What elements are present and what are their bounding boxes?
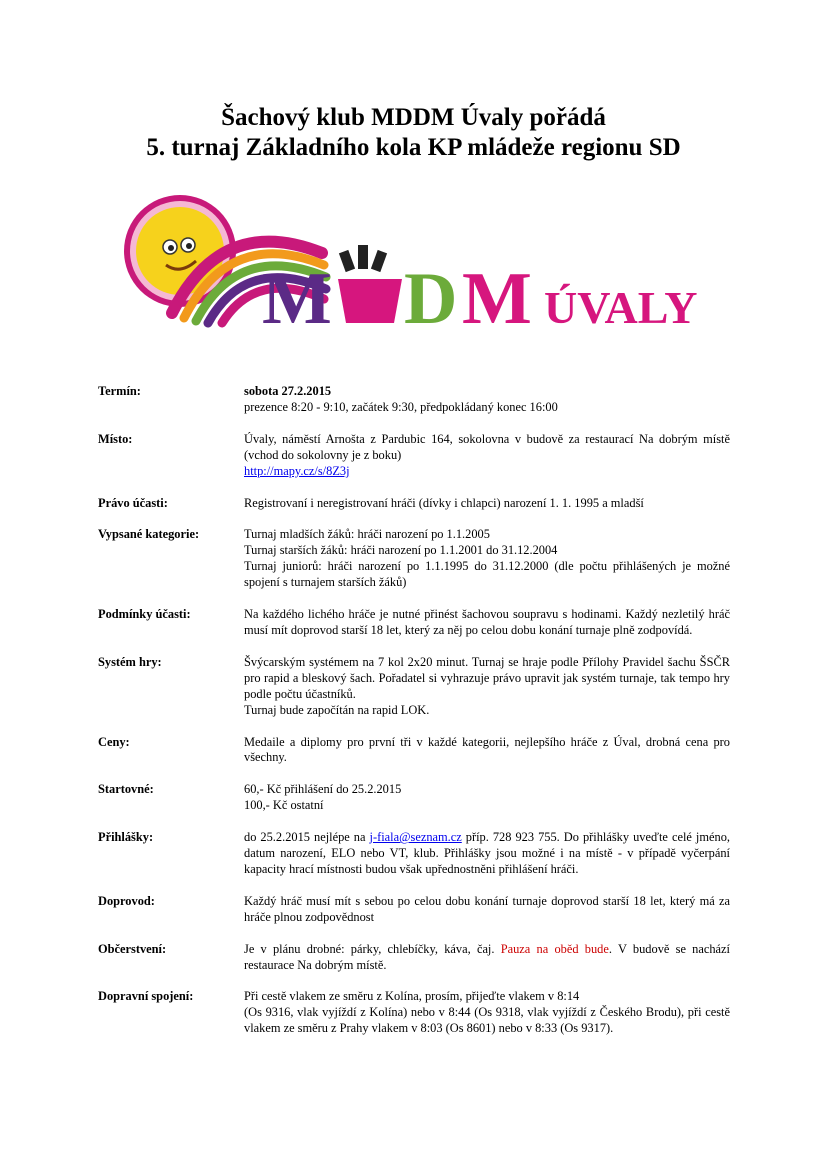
label-kategorie: Vypsané kategorie:	[98, 527, 200, 542]
label-spojeni: Dopravní spojení:	[98, 989, 194, 1004]
termin-times: prezence 8:20 - 9:10, začátek 9:30, předpokládaný konec 16:00	[244, 399, 558, 414]
row-doprovod	[98, 894, 730, 926]
value-startovne	[244, 782, 730, 814]
row-kategorie	[98, 527, 730, 591]
kategorie-mladsi: Turnaj mladších žáků: hráči narození po 1.1.2005	[244, 527, 490, 542]
value-misto	[244, 432, 730, 480]
row-prihlasky	[98, 830, 730, 878]
label-misto: Místo:	[98, 431, 133, 446]
heading-club: Šachový klub MDDM Úvaly pořádá	[221, 104, 606, 131]
value-doprovod: Každý hráč musí mít s sebou po celou dobu konání turnaje doprovod starší 18 let, který má za hráče plnou zodpovědnost	[244, 893, 730, 924]
value-prihlasky	[244, 830, 730, 878]
lunch-break-note: Pauza na oběd bude	[500, 941, 609, 956]
label-doprovod: Doprovod:	[98, 893, 155, 908]
logo-town: ÚVALY	[544, 282, 698, 333]
value-spojeni	[244, 989, 730, 1037]
logo-letter-m: M	[262, 258, 332, 340]
value-termin	[244, 384, 730, 416]
value-podminky: Na každého lichého hráče je nutné přinést šachovou soupravu s hodinami. Každý nezletilý hráč musí mít doprovod starší 18 let, který za něj po celou dobu konání turnaje plně zodpovídá.	[244, 607, 730, 637]
map-link[interactable]: http://mapy.cz/s/8Z3j	[244, 463, 350, 478]
row-ceny	[98, 735, 730, 767]
info-table	[98, 384, 730, 1037]
misto-address: Úvaly, náměstí Arnošta z Pardubic 164, sokolovna v budově za restaurací Na dobrým místě (vchod do sokolovny je z boku)	[244, 431, 730, 462]
row-podminky	[98, 607, 730, 639]
label-termin: Termín:	[98, 384, 141, 398]
label-podminky: Podmínky účasti:	[98, 607, 191, 622]
heading-tournament: 5. turnaj Základního kola KP mládeže regionu SD	[146, 134, 681, 161]
row-misto	[98, 432, 730, 480]
label-system: Systém hry:	[98, 654, 162, 669]
label-prihlasky: Přihlášky:	[98, 830, 154, 845]
label-startovne: Startovné:	[98, 782, 154, 797]
row-startovne	[98, 782, 730, 814]
email-link[interactable]: j-fiala@seznam.cz	[369, 830, 462, 845]
row-termin	[98, 384, 730, 416]
row-system	[98, 655, 730, 719]
row-pravo	[98, 496, 730, 512]
system-text: Švýcarským systémem na 7 kol 2x20 minut. Turnaj se hraje podle Přílohy Pravidel šachu ŠSČR pro rapid a bleskový šach. Pořadatel si vyhrazuje právo upravit jak systém turnaje, tak tempo hry podle počtu účastníků.	[244, 654, 730, 701]
spojeni-line2: (Os 9316, vlak vyjíždí z Kolína) nebo v 8:44 (Os 9318, vlak vyjíždí z Českého Brodu), při cestě vlakem ze směru z Prahy vlakem v 8:03 (Os 8601) nebo v 8:33 (Os 9317).	[244, 1005, 730, 1036]
prihlasky-before: do 25.2.2015 nejlépe na	[244, 830, 370, 845]
obcerstveni-before: Je v plánu drobné: párky, chlebíčky, káva, čaj.	[244, 941, 501, 956]
value-ceny: Medaile a diplomy pro první tři v každé kategorii, nejlepšího hráče z Úval, drobná cena pro všechny.	[244, 734, 730, 765]
logo-letter-d: D	[404, 258, 458, 340]
kategorie-juniori: Turnaj juniorů: hráči narození po 1.1.1995 do 31.12.2000 (dle počtu přihlášených je možné spojení s turnajem starších žáků)	[244, 559, 730, 590]
mddm-uvaly-logo	[112, 193, 712, 343]
obcerstveni-after: . V budově se nachází restaurace Na dobrým místě.	[244, 941, 730, 972]
value-kategorie	[244, 527, 730, 591]
system-lok: Turnaj bude započítán na rapid LOK.	[244, 702, 430, 717]
value-obcerstveni	[244, 942, 730, 974]
label-obcerstveni: Občerstvení:	[98, 941, 167, 956]
cup-icon	[338, 245, 402, 323]
spojeni-line1: Při cestě vlakem ze směru z Kolína, prosím, přijeďte vlakem v 8:14	[244, 989, 580, 1004]
startovne-early: 60,- Kč přihlášení do 25.2.2015	[244, 782, 402, 797]
row-obcerstveni	[98, 942, 730, 974]
logo-letter-m2: M	[462, 258, 532, 340]
prihlasky-after: příp. 728 923 755. Do přihlášky uveďte celé jméno, datum narození, ELO nebo VT, klub. Přihlášky jsou možné i na místě - v případě vyčerpání kapacity hrací místnosti budou však upřednostněni přihlášení hráči.	[244, 830, 730, 876]
kategorie-starsi: Turnaj starších žáků: hráči narození po 1.1.2001 do 31.12.2004	[244, 543, 558, 558]
value-pravo: Registrovaní i neregistrovaní hráči (dívky i chlapci) narození 1. 1. 1995 a mladší	[244, 495, 644, 510]
termin-date: sobota 27.2.2015	[244, 384, 332, 398]
label-ceny: Ceny:	[98, 734, 130, 749]
label-pravo: Právo účasti:	[98, 495, 168, 510]
startovne-other: 100,- Kč ostatní	[244, 798, 324, 813]
value-system	[244, 655, 730, 719]
row-spojeni	[98, 989, 730, 1037]
